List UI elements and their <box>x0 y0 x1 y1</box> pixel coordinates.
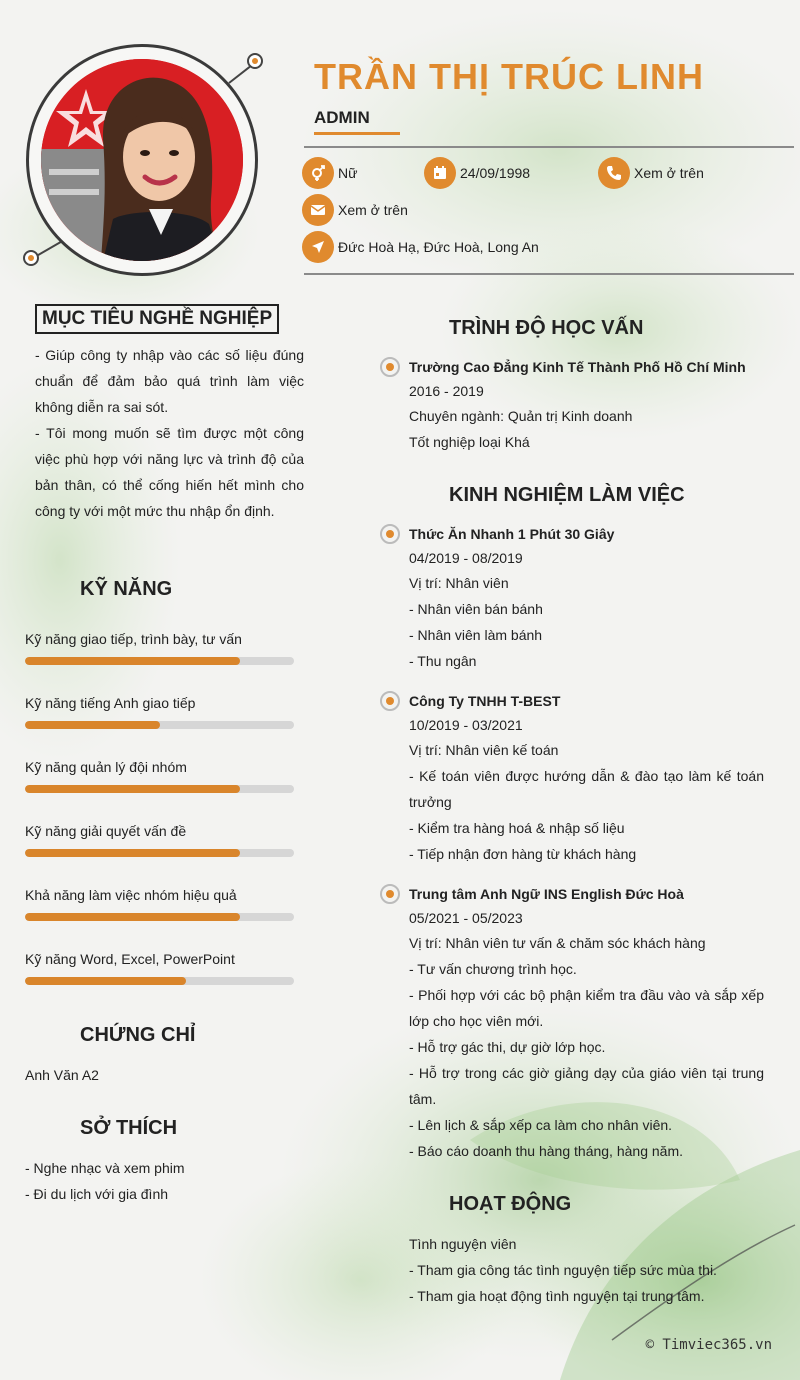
timeline-bullet <box>380 884 400 904</box>
contact-birthday <box>424 157 530 189</box>
career-goal-title: MỤC TIÊU NGHỀ NGHIỆP <box>35 304 279 334</box>
hobby-item: - Đi du lịch với gia đình <box>25 1186 169 1202</box>
avatar <box>26 44 258 276</box>
skill-bar-fill <box>25 721 160 729</box>
job-period: 05/2021 - 05/2023 <box>409 910 523 926</box>
avatar-photo <box>41 59 243 261</box>
career-goal-line: - Giúp công ty nhập vào các số liệu đúng chuẩn để đảm bảo quá trình làm việc không diễn ra sai sót. <box>35 347 304 415</box>
activity-line: - Tham gia hoạt động tình nguyện tại trung tâm. <box>409 1288 705 1304</box>
role-underline <box>314 132 400 135</box>
job-task: - Báo cáo doanh thu hàng tháng, hàng năm. <box>409 1143 683 1159</box>
skill-label: Kỹ năng tiếng Anh giao tiếp <box>25 695 196 711</box>
skill-bar-fill <box>25 785 240 793</box>
job-task: - Tiếp nhận đơn hàng từ khách hàng <box>409 846 637 862</box>
job-task: - Hỗ trợ gác thi, dự giờ lớp học. <box>409 1039 606 1055</box>
divider-top <box>304 146 794 148</box>
certificates-title: CHỨNG CHỈ <box>80 1024 196 1046</box>
timeline-bullet <box>380 691 400 711</box>
job-period: 10/2019 - 03/2021 <box>409 717 523 733</box>
career-goal-line: - Tôi mong muốn sẽ tìm được một công việc phù hợp với năng lực và trình độ của bản thân, có thể cống hiến hết mình cho công ty với một mức thu nhập ổn định. <box>35 425 304 519</box>
timeline-bullet <box>380 357 400 377</box>
certificate-item: Anh Văn A2 <box>25 1067 99 1083</box>
birthday-value: 24/09/1998 <box>460 165 531 181</box>
education-result: Tốt nghiệp loại Khá <box>409 434 530 450</box>
skill-bar <box>25 849 294 857</box>
activities-title: HOẠT ĐỘNG <box>449 1193 572 1215</box>
skill-bar <box>25 977 294 985</box>
education-period: 2016 - 2019 <box>409 383 484 399</box>
skill-bar-fill <box>25 977 186 985</box>
candidate-name: TRẦN THỊ TRÚC LINH <box>314 56 704 97</box>
skill-label: Kỹ năng quản lý đội nhóm <box>25 759 187 775</box>
job-company: Thức Ăn Nhanh 1 Phút 30 Giây <box>409 526 615 542</box>
hobbies-title: SỞ THÍCH <box>80 1117 178 1139</box>
job-task: - Thu ngân <box>409 653 477 669</box>
avatar-pin-top <box>247 53 263 69</box>
contact-address <box>302 231 539 263</box>
calendar-icon <box>424 157 456 189</box>
job-task: - Tư vấn chương trình học. <box>409 961 577 977</box>
job-task: - Hỗ trợ trong các giờ giảng dạy của giáo viên tại trung tâm. <box>409 1065 764 1107</box>
job-period: 04/2019 - 08/2019 <box>409 550 523 566</box>
contact-gender <box>302 157 357 189</box>
job-task: - Nhân viên làm bánh <box>409 627 543 643</box>
gender-value: Nữ <box>338 165 358 181</box>
address-value: Đức Hoà Hạ, Đức Hoà, Long An <box>338 239 539 255</box>
skill-label: Kỹ năng giao tiếp, trình bày, tư vấn <box>25 631 242 647</box>
experience-title: KINH NGHIỆM LÀM VIỆC <box>449 484 685 506</box>
divider-bottom <box>304 273 794 275</box>
job-position: Vị trí: Nhân viên kế toán <box>409 742 559 758</box>
job-company: Công Ty TNHH T-BEST <box>409 693 561 709</box>
copyright-footer: © Timviec365.vn <box>645 1337 772 1353</box>
school-name: Trường Cao Đẳng Kinh Tế Thành Phố Hồ Chí Minh <box>409 359 746 375</box>
envelope-icon <box>302 194 334 226</box>
education-title: TRÌNH ĐỘ HỌC VẤN <box>449 317 644 339</box>
skill-bar <box>25 913 294 921</box>
location-arrow-icon <box>302 231 334 263</box>
job-position: Vị trí: Nhân viên <box>409 575 509 591</box>
education-major: Chuyên ngành: Quản trị Kinh doanh <box>409 408 633 424</box>
candidate-role: ADMIN <box>314 108 370 127</box>
job-task: - Nhân viên bán bánh <box>409 601 543 617</box>
job-task: - Kiểm tra hàng hoá & nhập số liệu <box>409 820 625 836</box>
phone-icon <box>598 157 630 189</box>
skill-bar-fill <box>25 913 240 921</box>
phone-value: Xem ở trên <box>634 165 704 181</box>
job-task: - Phối hợp với các bộ phận kiểm tra đầu vào và sắp xếp lớp cho học viên mới. <box>409 987 764 1029</box>
timeline-bullet <box>380 524 400 544</box>
job-position: Vị trí: Nhân viên tư vấn & chăm sóc khách hàng <box>409 935 706 951</box>
gender-icon <box>302 157 334 189</box>
job-company: Trung tâm Anh Ngữ INS English Đức Hoà <box>409 886 684 902</box>
contact-email <box>302 194 408 226</box>
hobby-item: - Nghe nhạc và xem phim <box>25 1160 185 1176</box>
skill-bar <box>25 657 294 665</box>
contact-phone <box>598 157 704 189</box>
skills-title: KỸ NĂNG <box>80 578 173 600</box>
email-value: Xem ở trên <box>338 202 408 218</box>
skill-label: Kỹ năng giải quyết vấn đề <box>25 823 187 839</box>
skill-bar-fill <box>25 849 240 857</box>
skill-bar-fill <box>25 657 240 665</box>
activity-line: Tình nguyện viên <box>409 1236 517 1252</box>
portrait-illustration <box>41 59 243 261</box>
skill-label: Kỹ năng Word, Excel, PowerPoint <box>25 951 235 967</box>
job-task: - Lên lịch & sắp xếp ca làm cho nhân viên. <box>409 1117 673 1133</box>
career-goal-text <box>35 342 304 524</box>
skill-label: Khả năng làm việc nhóm hiệu quả <box>25 887 237 903</box>
activity-line: - Tham gia công tác tình nguyện tiếp sức mùa thi. <box>409 1262 717 1278</box>
job-task: - Kế toán viên được hướng dẫn & đào tạo làm kế toán trưởng <box>409 768 764 810</box>
avatar-pin-bottom <box>23 250 39 266</box>
skill-bar <box>25 721 294 729</box>
skill-bar <box>25 785 294 793</box>
